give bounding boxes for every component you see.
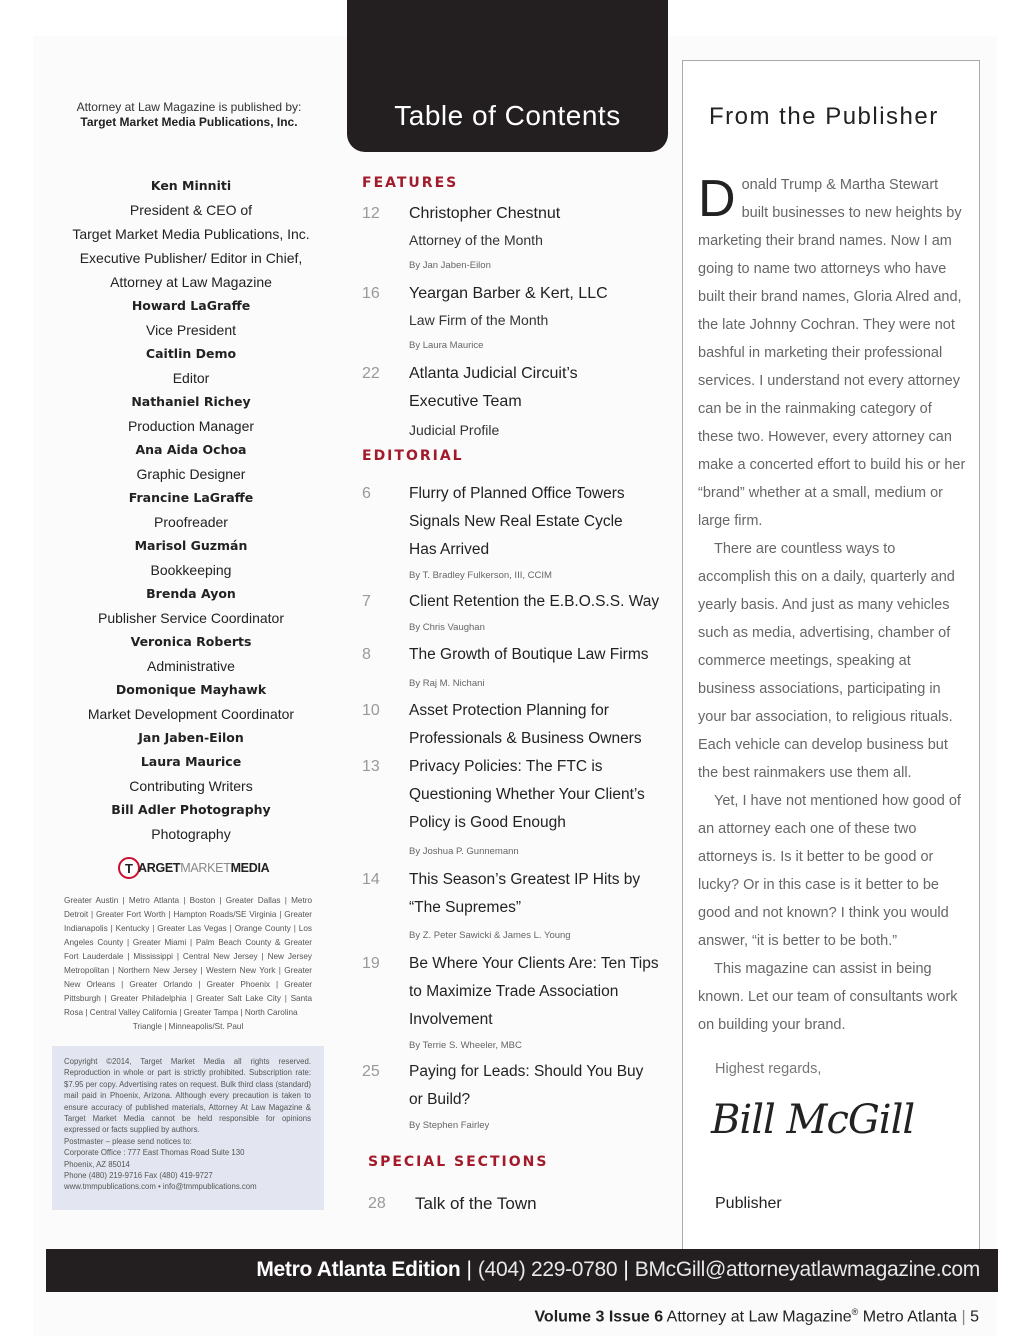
toc-entry-title[interactable]: The Growth of Boutique Law Firms [409, 646, 649, 663]
toc-entry-title[interactable]: Signals New Real Estate Cycle [409, 513, 623, 530]
staff-role: Vice President [145, 322, 236, 338]
toc-page-number: 14 [362, 871, 380, 888]
publisher-signature: Bill McGill [711, 1097, 915, 1143]
toc-entry-title-line2[interactable]: Executive Team [409, 393, 522, 410]
staff-name: Nathaniel Richey [131, 394, 251, 409]
letter-paragraph: Yet, I have not mentioned how good of an attorney each one of these two attorneys is. Is it better to be good or lucky? Or in this case is it better to be good and not known? I think you would answer, “it is better to be both.” [698, 793, 961, 949]
folio-city: Metro Atlanta [862, 1308, 958, 1326]
staff-name: Ken Minniti [150, 178, 232, 193]
toc-page-number: 16 [362, 285, 380, 302]
toc-page-number: 25 [362, 1063, 380, 1080]
staff-role: Bookkeeping [150, 562, 232, 578]
copyright-city: Phoenix, AZ 85014 [64, 1159, 130, 1169]
logo-text-market: MARKET [180, 861, 231, 875]
toc-page-number: 19 [362, 955, 380, 972]
copyright-phone: Phone (480) 219-9716 Fax (480) 419-9727 [64, 1171, 213, 1181]
toc-entry-title[interactable]: Asset Protection Planning for [409, 702, 609, 719]
markets-last-line: Triangle | Minneapolis/St. Paul [132, 1022, 244, 1031]
staff-role: Contributing Writers [129, 778, 253, 794]
publisher-note-company: Target Market Media Publications, Inc. [80, 115, 298, 129]
toc-entry-title[interactable]: Questioning Whether Your Client’s [409, 786, 645, 803]
staff-name: Laura Maurice [140, 754, 242, 769]
toc-entry-title[interactable]: or Build? [409, 1091, 471, 1108]
editorial-heading: EDITORIAL [362, 448, 464, 464]
toc-page-number: 8 [362, 646, 371, 663]
toc-entry-title[interactable]: “The Supremes” [409, 899, 521, 916]
publisher-letter [698, 171, 966, 1039]
drop-cap: D [698, 170, 736, 228]
toc-entry-title[interactable]: Client Retention the E.B.O.S.S. Way [409, 593, 660, 610]
staff-name: Jan Jaben-Eilon [138, 730, 244, 745]
publisher-column [682, 60, 980, 1249]
staff-role: Production Manager [127, 418, 255, 434]
logo-text-target: ARGET [138, 861, 181, 875]
toc-entry-title[interactable]: Paying for Leads: Should You Buy [409, 1063, 644, 1080]
toc-entry-byline: By T. Bradley Fulkerson, III, CCIM [409, 570, 552, 581]
page-folio [534, 1307, 979, 1326]
logo-target-icon: T [118, 857, 140, 879]
staff-role: Publisher Service Coordinator [98, 610, 284, 626]
toc-entry-title[interactable]: Flurry of Planned Office Towers [409, 485, 625, 502]
copyright-text [64, 1056, 311, 1193]
staff-role: Editor [172, 370, 210, 386]
target-market-media-logo [118, 856, 269, 880]
footer-separator: | [623, 1258, 629, 1281]
toc-entry-subtitle: Judicial Profile [409, 422, 500, 438]
toc-entry-byline: By Z. Peter Sawicki & James L. Young [409, 930, 571, 941]
letter-paragraph: There are countless ways to accomplish this on a daily, quarterly and yearly basis. And just as many vehicles such as media, advertising, chamber of commerce meetings, speaking at business associations, participating in your bar association, to religious rituals. Each vehicle can develop business but the best rainmakers use them all. [698, 541, 955, 781]
toc-entry-title[interactable]: Yeargan Barber & Kert, LLC [409, 285, 608, 302]
toc-entry-byline: By Raj M. Nichani [409, 678, 485, 689]
toc-page-number: 28 [368, 1195, 386, 1212]
staff-role: Graphic Designer [136, 466, 246, 482]
staff-name: Domonique Mayhawk [115, 682, 267, 697]
toc-page-number: 7 [362, 593, 371, 610]
toc-header [347, 0, 668, 152]
copyright-postmaster: Postmaster – please send notices to: [64, 1136, 192, 1146]
staff-name: Francine LaGraffe [128, 490, 254, 505]
staff-name: Brenda Ayon [146, 586, 236, 601]
toc-page-number: 6 [362, 485, 371, 502]
markets-body: Greater Austin | Metro Atlanta | Boston | Greater Dallas | Metro Detroit | Greater Fort Worth | Hampton Roads/SE Virginia | Greater Indianapolis | Kentucky | Greater Las Vegas | Orange County | Los Angeles County | Greater Miami | Palm Beach County & Greater Fort Lauderdale | Mississippi | Central New Jersey | New Jersey Metropolitan | Northern New Jersey | Western New York | Greater New Orleans | Greater Orlando | Greater Phoenix | Greater Pittsburgh | Greater Philadelphia | Greater Salt Lake City | Santa Rosa | Central Valley California | Greater Tampa | North Carolina [64, 896, 312, 1017]
toc-page-number: 13 [362, 758, 380, 775]
footer-separator: | [466, 1258, 472, 1281]
special-sections-heading: SPECIAL SECTIONS [368, 1154, 549, 1170]
toc-entry-byline: By Joshua P. Gunnemann [409, 846, 519, 857]
toc-entry-title[interactable]: Involvement [409, 1011, 493, 1028]
magazine-name: Attorney at Law Magazine [666, 1308, 852, 1326]
publisher-title: Publisher [715, 1195, 782, 1212]
toc-title: Table of Contents [394, 100, 621, 131]
toc-entry-byline: By Terrie S. Wheeler, MBC [409, 1040, 522, 1051]
staff-role: Photography [151, 826, 231, 842]
staff-name: Ana Aida Ochoa [135, 442, 247, 457]
toc-entry-byline: By Laura Maurice [409, 340, 484, 351]
closing-regards: Highest regards, [715, 1061, 822, 1077]
letter-paragraph: onald Trump & Martha Stewart built businesses to new heights by marketing their brand names. Now I am going to name two attorneys who have built their brand names, Gloria Alred and, the late Johnny Cochran. They were not bashful in marketing their professional services. I understand not every attorney can be in the rainmaking category of these two. However, every attorney can make a concerted effort to build his or her “brand” whether at a small, medium or large firm. [698, 177, 966, 529]
toc-entry-title[interactable]: Has Arrived [409, 541, 490, 558]
publisher-heading: From the Publisher [709, 103, 939, 130]
copyright-box [52, 1046, 324, 1210]
footer-phone[interactable]: (404) 229-0780 [477, 1258, 618, 1281]
toc-entry-title[interactable]: Christopher Chestnut [409, 205, 561, 222]
staff-role: Attorney at Law Magazine [110, 274, 272, 290]
folio-separator: | [961, 1308, 966, 1326]
page-number: 5 [970, 1308, 979, 1326]
staff-name: Marisol Guzmán [134, 538, 248, 553]
toc-entry-subtitle: Attorney of the Month [409, 232, 543, 248]
features-heading: FEATURES [362, 175, 459, 191]
staff-name: Caitlin Demo [145, 346, 237, 361]
publisher-note [64, 100, 314, 130]
staff-name: Howard LaGraffe [131, 298, 251, 313]
volume-issue: Volume 3 Issue 6 [534, 1308, 664, 1326]
toc-entry-byline: By Jan Jaben-Eilon [409, 260, 491, 271]
toc-entry-title[interactable]: Professionals & Business Owners [409, 730, 642, 747]
staff-role: Target Market Media Publications, Inc. [72, 226, 310, 242]
registered-mark: ® [851, 1307, 859, 1317]
letter-paragraph: This magazine can assist in being known. Let our team of consultants work on building your brand. [698, 961, 958, 1033]
staff-role: Market Development Coordinator [87, 706, 295, 722]
staff-role: Proofreader [154, 514, 228, 530]
staff-role: Executive Publisher/ Editor in Chief, [79, 250, 303, 266]
copyright-body: Copyright ©2014, Target Market Media all rights reserved. Reproduction in whole or part is strictly prohibited. Subscription rate: $7.95 per copy. Advertising rates on request. Bulk third class (standard) mail paid in Phoenix, Arizona. Although every precaution is taken to ensure accuracy of published materials, Attorney At Law Magazine & Target Market Media cannot be held responsible for opinions expressed or facts supplied by authors. [64, 1057, 311, 1135]
copyright-office: Corporate Office : 777 East Thomas Road Suite 130 [64, 1148, 245, 1158]
edition-footer-bar [46, 1249, 998, 1292]
toc-page-number: 10 [362, 702, 380, 719]
edition-name: Metro Atlanta Edition [256, 1258, 461, 1281]
toc-entry-title[interactable]: Atlanta Judicial Circuit’s [409, 365, 578, 382]
toc-entry-title[interactable]: Be Where Your Clients Are: Ten Tips [409, 955, 659, 972]
toc-entry-byline: By Chris Vaughan [409, 622, 485, 633]
staff-role: Administrative [147, 658, 235, 674]
toc-entry-title[interactable]: Policy is Good Enough [409, 814, 566, 831]
logo-text-media: MEDIA [230, 861, 270, 875]
publisher-note-line1: Attorney at Law Magazine is published by: [76, 100, 302, 114]
toc-entry-title[interactable]: Talk of the Town [415, 1194, 537, 1213]
footer-email-link[interactable]: BMcGill@attorneyatlawmagazine.com [634, 1258, 980, 1281]
staff-masthead [62, 174, 320, 846]
toc-page-number: 22 [362, 365, 380, 382]
staff-role: President & CEO of [129, 202, 253, 218]
toc-page-number: 12 [362, 205, 380, 222]
copyright-web: www.tmmpublications.com • info@tmmpublications.com [64, 1182, 257, 1192]
staff-name: Veronica Roberts [130, 634, 252, 649]
toc-entry-byline: By Stephen Fairley [409, 1120, 490, 1131]
toc-entry-title[interactable]: to Maximize Trade Association [409, 983, 619, 1000]
staff-name: Bill Adler Photography [111, 802, 271, 817]
toc-entry-subtitle: Law Firm of the Month [409, 312, 549, 328]
toc-entry-title[interactable]: Privacy Policies: The FTC is [409, 758, 603, 775]
toc-entry-title[interactable]: This Season’s Greatest IP Hits by [409, 871, 641, 888]
markets-list [64, 894, 312, 1034]
